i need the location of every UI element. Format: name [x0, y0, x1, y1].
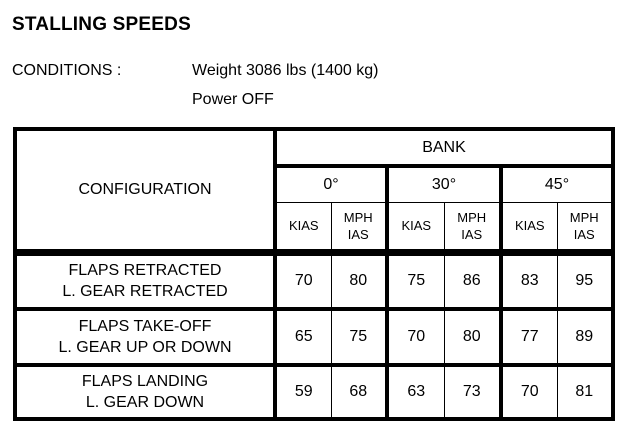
- value-cell: 95: [557, 252, 613, 309]
- unit-kias: KIAS: [387, 202, 444, 252]
- unit-mph-ias: MPH IAS: [331, 202, 387, 252]
- value-cell: 70: [501, 365, 557, 419]
- condition-power: Power OFF: [192, 91, 274, 108]
- conditions-label: CONDITIONS :: [12, 62, 122, 79]
- value-cell: 80: [444, 309, 501, 365]
- value-cell: 70: [387, 309, 444, 365]
- table-row: [15, 252, 613, 309]
- value-cell: 75: [387, 252, 444, 309]
- config-cell: FLAPS LANDING L. GEAR DOWN: [15, 365, 275, 419]
- value-cell: 81: [557, 365, 613, 419]
- value-cell: 89: [557, 309, 613, 365]
- config-cell: FLAPS TAKE-OFF L. GEAR UP OR DOWN: [15, 309, 275, 365]
- value-cell: 59: [275, 365, 331, 419]
- unit-kias: KIAS: [275, 202, 331, 252]
- bank-angle-30: 30°: [387, 166, 501, 202]
- value-cell: 63: [387, 365, 444, 419]
- value-cell: 70: [275, 252, 331, 309]
- condition-weight: Weight 3086 lbs (1400 kg): [192, 62, 379, 79]
- stalling-speeds-table: [13, 127, 615, 421]
- unit-mph-ias: MPH IAS: [557, 202, 613, 252]
- value-cell: 68: [331, 365, 387, 419]
- configuration-header: CONFIGURATION: [15, 129, 275, 252]
- value-cell: 80: [331, 252, 387, 309]
- value-cell: 77: [501, 309, 557, 365]
- bank-angle-0: 0°: [275, 166, 387, 202]
- value-cell: 86: [444, 252, 501, 309]
- value-cell: 65: [275, 309, 331, 365]
- value-cell: 73: [444, 365, 501, 419]
- bank-header: BANK: [275, 129, 613, 166]
- value-cell: 83: [501, 252, 557, 309]
- table-row: [15, 365, 613, 419]
- bank-angle-45: 45°: [501, 166, 613, 202]
- unit-kias: KIAS: [501, 202, 557, 252]
- table-row: [15, 309, 613, 365]
- config-cell: FLAPS RETRACTED L. GEAR RETRACTED: [15, 252, 275, 309]
- value-cell: 75: [331, 309, 387, 365]
- unit-mph-ias: MPH IAS: [444, 202, 501, 252]
- page-title: STALLING SPEEDS: [12, 14, 191, 35]
